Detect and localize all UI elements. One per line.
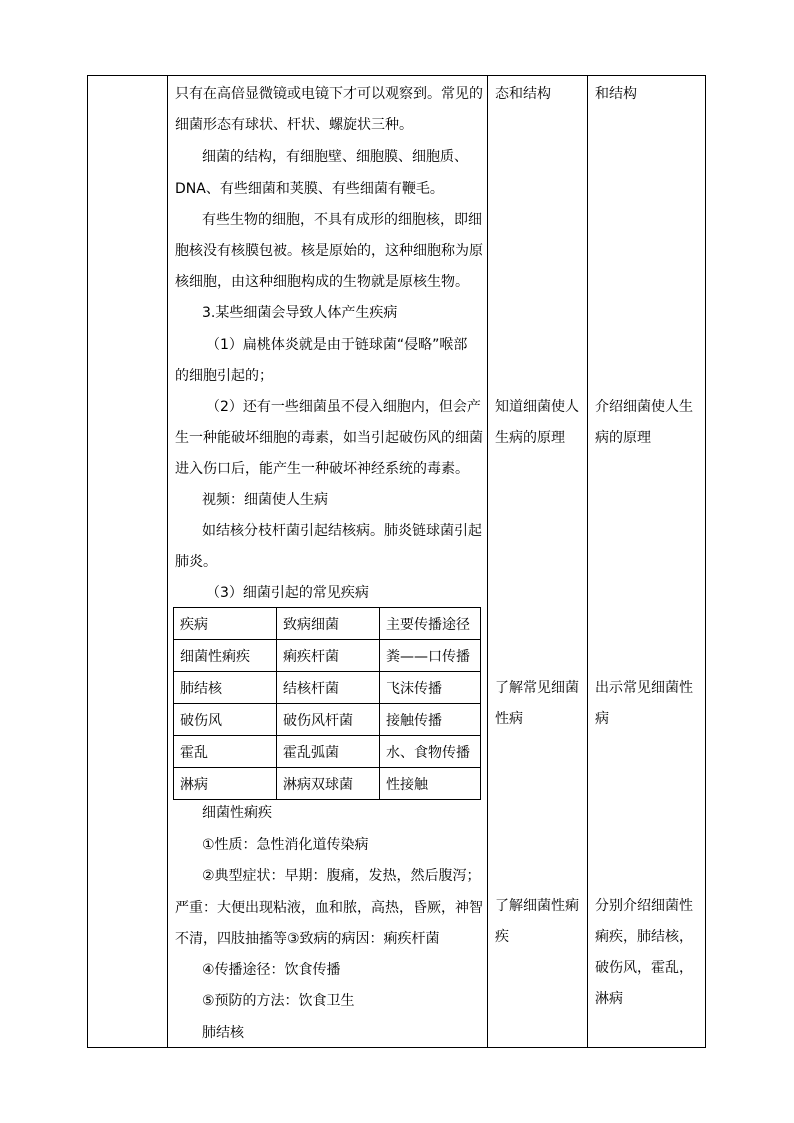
paragraph-line: ⑤预防的方法：饮食卫生 xyxy=(202,993,355,1009)
paragraph-line: 细菌形态有球状、杆状、螺旋状三种。 xyxy=(175,117,413,133)
paragraph-line: （1）扁桃体炎就是由于链球菌“侵略”喉部 xyxy=(206,337,468,353)
table-cell: 粪——口传播 xyxy=(380,640,481,672)
objective-text: 态和结构 xyxy=(495,86,551,102)
table-cell: 接触传播 xyxy=(380,704,481,736)
paragraph-line: 有些生物的细胞，不具有成形的细胞核，即细 xyxy=(202,212,482,228)
paragraph-line: 胞核没有核膜包被。核是原始的，这种细胞称为原 xyxy=(175,243,483,259)
paragraph-line: 细菌的结构，有细胞壁、细胞膜、细胞质、 xyxy=(202,149,468,165)
activity-text: 痢疾，肺结核， xyxy=(595,929,693,945)
table-row xyxy=(174,608,481,640)
table-cell: 飞沫传播 xyxy=(380,672,481,704)
table-cell: 水、食物传播 xyxy=(380,736,481,768)
table-cell: 肺结核 xyxy=(174,672,277,704)
activity-text: 破伤风，霍乱， xyxy=(595,960,693,976)
table-header-cell: 致病细菌 xyxy=(277,608,380,640)
paragraph-line: ④传播途径：饮食传播 xyxy=(202,962,341,978)
table-cell: 破伤风 xyxy=(174,704,277,736)
activity-text: 病 xyxy=(595,711,609,727)
table-cell: 淋病双球菌 xyxy=(277,768,380,800)
table-row xyxy=(174,736,481,768)
table-row xyxy=(174,640,481,672)
activity-text: 淋病 xyxy=(595,991,623,1007)
paragraph-line: （2）还有一些细菌虽不侵入细胞内，但会产 xyxy=(206,399,481,415)
table-cell: 霍乱弧菌 xyxy=(277,736,380,768)
table-cell: 霍乱 xyxy=(174,736,277,768)
activity-text: 病的原理 xyxy=(595,430,651,446)
paragraph-line: 的细胞引起的； xyxy=(175,368,273,384)
objective-text: 性病 xyxy=(495,711,523,727)
disease-table xyxy=(173,607,481,800)
activity-text: 分别介绍细菌性 xyxy=(595,898,693,914)
table-header-cell: 疾病 xyxy=(174,608,277,640)
table-row xyxy=(174,672,481,704)
objective-text: 疾 xyxy=(495,929,509,945)
table-cell: 结核杆菌 xyxy=(277,672,380,704)
table-cell: 性接触 xyxy=(380,768,481,800)
paragraph-line: 不清，四肢抽搐等③致病的病因：痢疾杆菌 xyxy=(175,931,440,947)
paragraph-line: 核细胞，由这种细胞构成的生物就是原核生物。 xyxy=(175,274,469,290)
paragraph-line: DNA、有些细菌和荚膜、有些细菌有鞭毛。 xyxy=(175,181,444,197)
objective-text: 了解常见细菌 xyxy=(495,680,579,696)
section-heading: 细菌性痢疾 xyxy=(202,805,272,821)
activity-text: 出示常见细菌性 xyxy=(595,680,693,696)
table-cell: 破伤风杆菌 xyxy=(277,704,380,736)
activity-text: 介绍细菌使人生 xyxy=(595,399,693,415)
section-heading: 3.某些细菌会导致人体产生疾病 xyxy=(202,305,398,321)
section-heading: 肺结核 xyxy=(202,1025,244,1041)
table-row xyxy=(174,768,481,800)
column-divider-2 xyxy=(487,75,488,1048)
table-header-cell: 主要传播途径 xyxy=(380,608,481,640)
objective-text: 知道细菌使人 xyxy=(495,399,579,415)
paragraph-line: 严重：大便出现粘液，血和脓，高热，昏厥，神智 xyxy=(175,900,483,916)
table-cell: 细菌性痢疾 xyxy=(174,640,277,672)
objective-text: 了解细菌性痢 xyxy=(495,898,579,914)
paragraph-line: 视频：细菌使人生病 xyxy=(202,492,328,508)
table-row xyxy=(174,704,481,736)
paragraph-line: ②典型症状：早期：腹痛，发热，然后腹泻； xyxy=(202,868,481,884)
paragraph-line: 进入伤口后，能产生一种破坏神经系统的毒素。 xyxy=(175,461,469,477)
activity-text: 和结构 xyxy=(595,86,637,102)
column-divider-3 xyxy=(587,75,588,1048)
paragraph-line: 只有在高倍显微镜或电镜下才可以观察到。常见的 xyxy=(175,86,483,102)
column-divider-1 xyxy=(167,75,168,1048)
table-cell: 淋病 xyxy=(174,768,277,800)
paragraph-line: （3）细菌引起的常见疾病 xyxy=(206,585,369,601)
paragraph-line: 如结核分枝杆菌引起结核病。肺炎链球菌引起 xyxy=(202,523,482,539)
paragraph-line: 生一种能破坏细胞的毒素，如当引起破伤风的细菌 xyxy=(175,430,483,446)
paragraph-line: 肺炎。 xyxy=(175,554,217,570)
objective-text: 生病的原理 xyxy=(495,430,565,446)
paragraph-line: ①性质：急性消化道传染病 xyxy=(202,837,369,853)
table-cell: 痢疾杆菌 xyxy=(277,640,380,672)
